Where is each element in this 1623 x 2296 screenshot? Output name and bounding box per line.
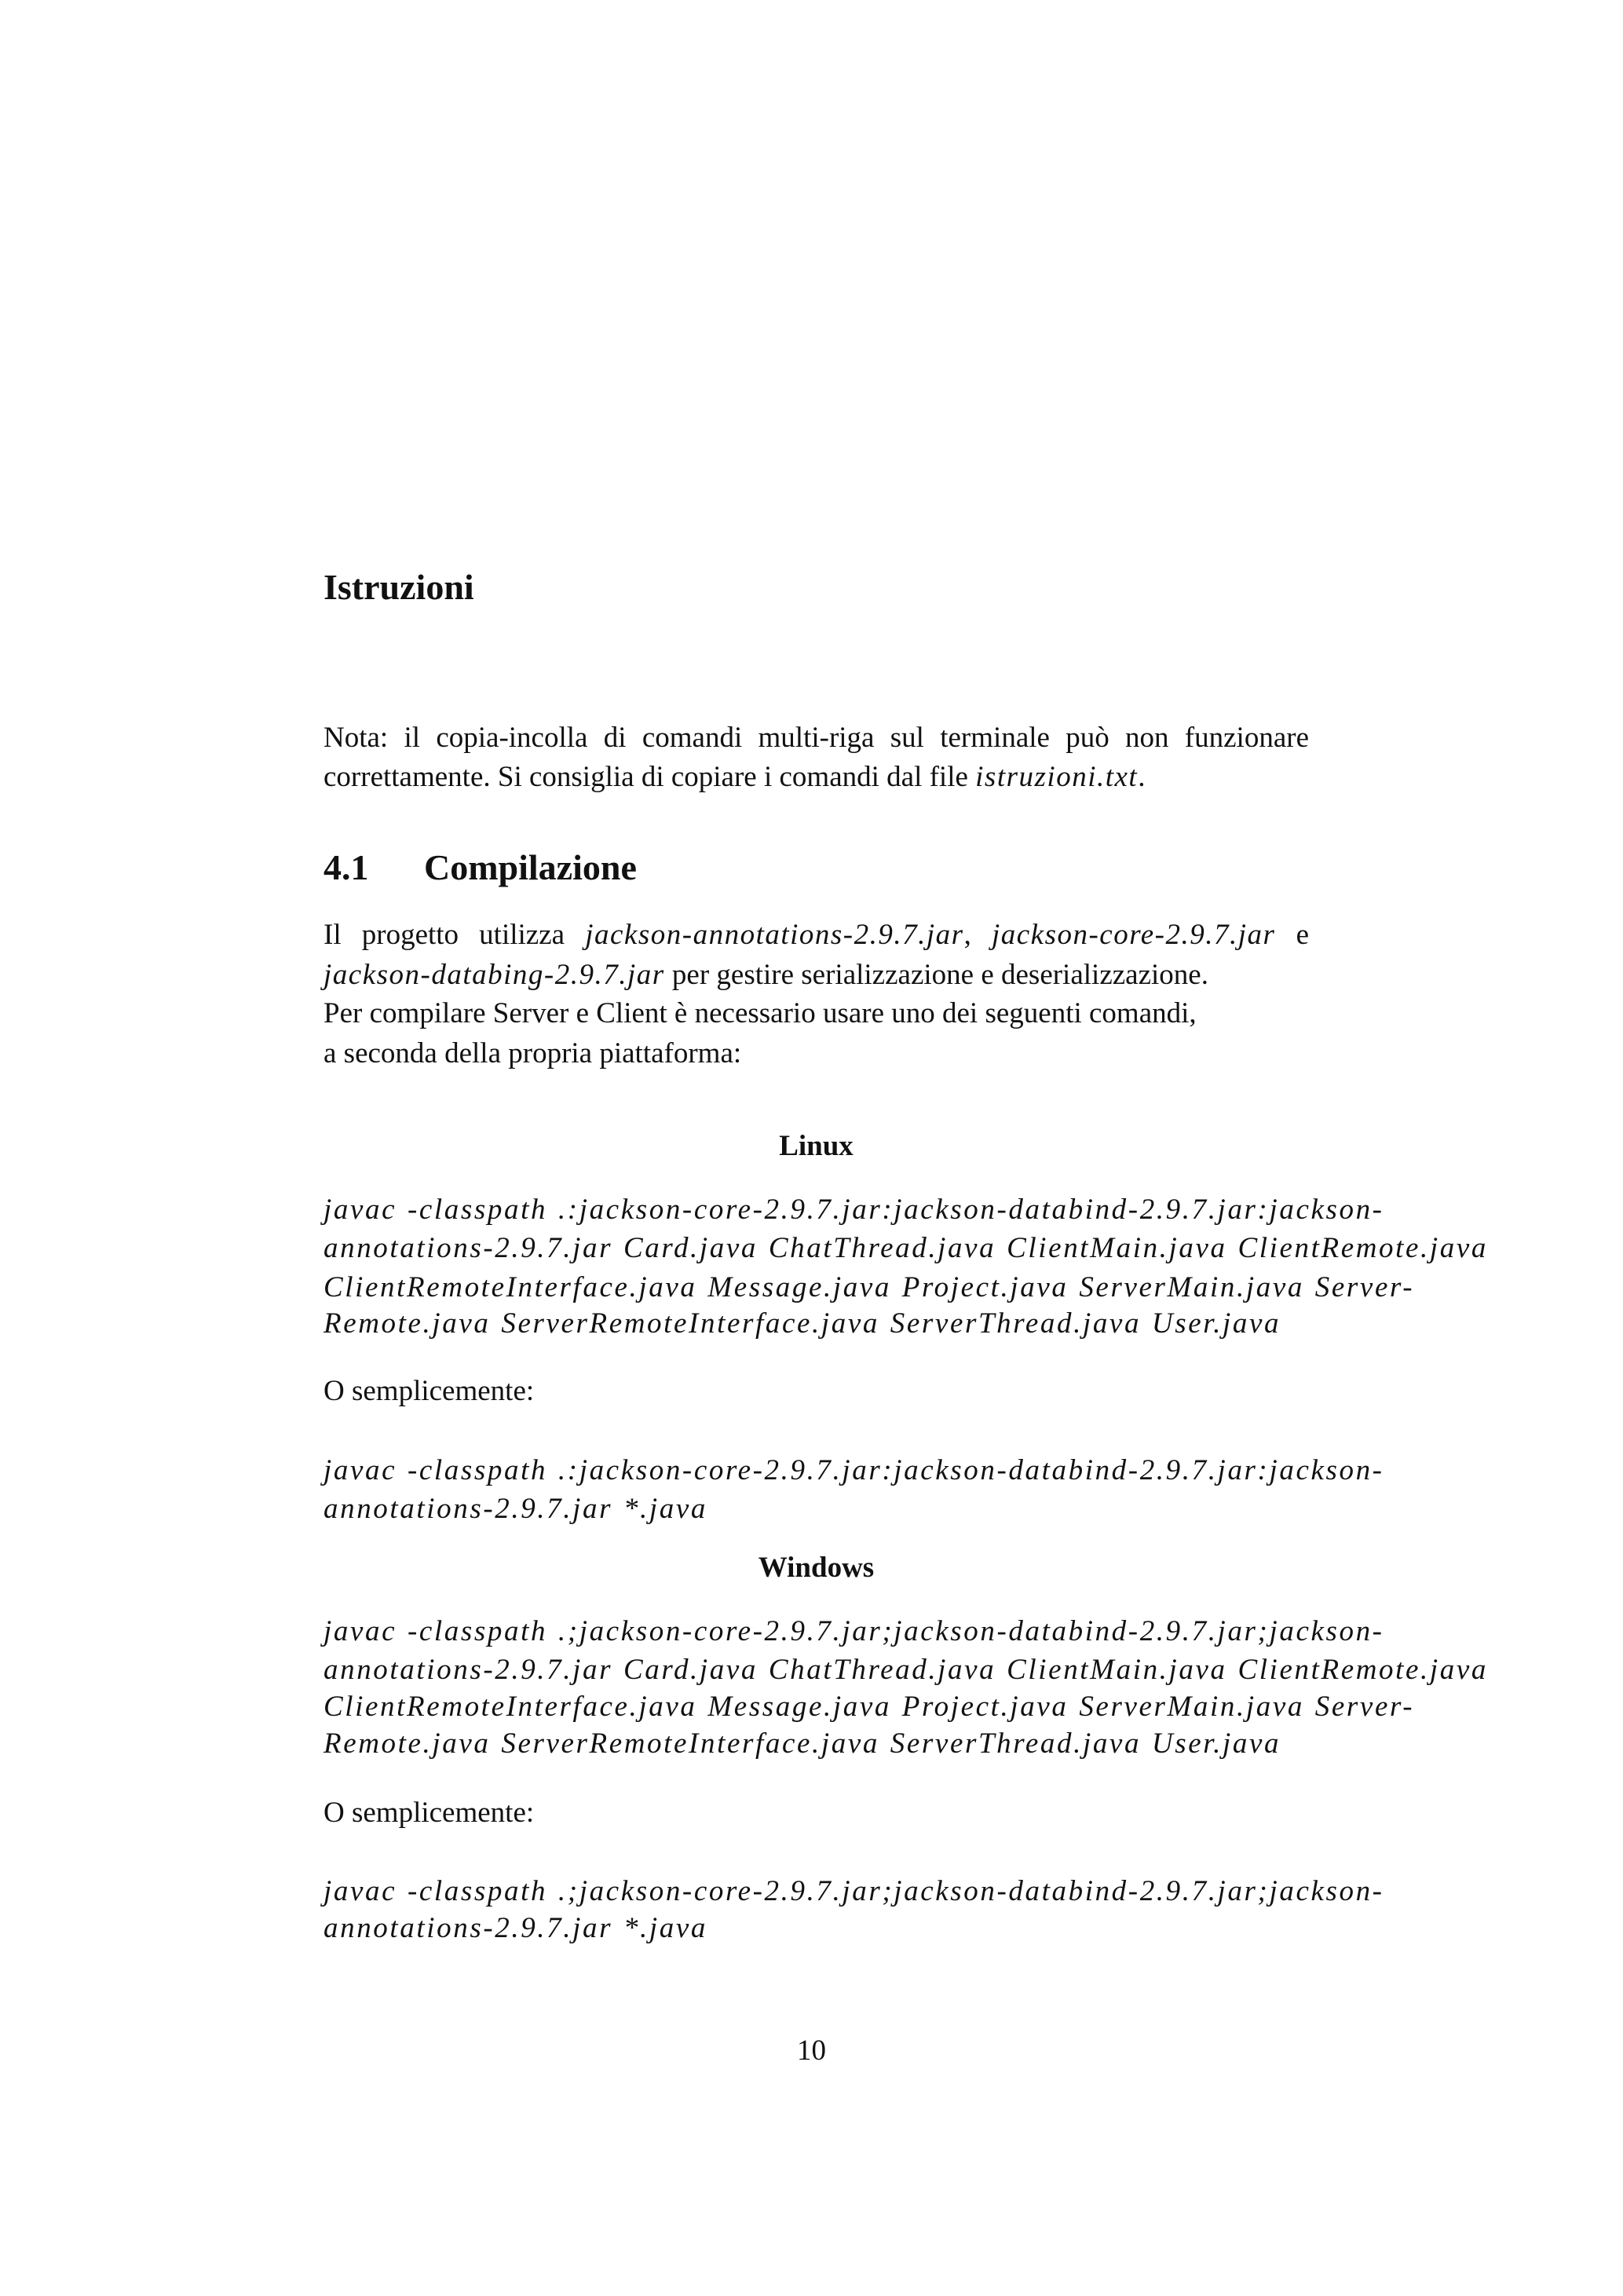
note-text: correttamente. Si consiglia di copiare i comandi dal file: [324, 761, 976, 793]
linux-simple-command-line: javac -classpath .:jackson-core-2.9.7.jar:jackson-databind-2.9.7.jar:jackson-: [324, 1454, 1384, 1486]
windows-command-line: Remote.java ServerRemoteInterface.java ServerThread.java User.java: [324, 1727, 1281, 1760]
note-line-1: Nota: il copia-incolla di comandi multi-riga sul terminale può non funzionare: [324, 722, 1309, 754]
text: ,: [963, 919, 992, 951]
text: per gestire serializzazione e deserializzazione.: [664, 959, 1208, 991]
linux-command-line: annotations-2.9.7.jar Card.java ChatThread.java ClientMain.java ClientRemote.java: [324, 1232, 1489, 1264]
paragraph-line-3: Per compilare Server e Client è necessario usare uno dei seguenti comandi,: [324, 997, 1197, 1029]
note-line-2: [324, 758, 1145, 797]
windows-command-line: javac -classpath .;jackson-core-2.9.7.jar;jackson-databind-2.9.7.jar;jackson-: [324, 1615, 1384, 1647]
jar-name: jackson-annotations-2.9.7.jar: [585, 919, 964, 951]
note-filename: istruzioni.txt: [975, 761, 1139, 793]
text: Il progetto utilizza: [324, 919, 586, 951]
chapter-heading: Istruzioni: [324, 567, 474, 607]
section-number: 4.1: [324, 847, 369, 887]
windows-simple-command-line: annotations-2.9.7.jar *.java: [324, 1912, 707, 1944]
section-heading: [324, 844, 637, 891]
jar-name: jackson-core-2.9.7.jar: [991, 919, 1276, 951]
note-end: .: [1138, 761, 1146, 793]
paragraph-line-2: [324, 956, 1208, 995]
windows-command-line: ClientRemoteInterface.java Message.java Project.java ServerMain.java Server-: [324, 1691, 1415, 1723]
section-title: Compilazione: [424, 847, 637, 887]
windows-simple-command-line: javac -classpath .;jackson-core-2.9.7.jar;jackson-databind-2.9.7.jar;jackson-: [324, 1875, 1384, 1907]
text: e: [1275, 919, 1309, 951]
page-number: 10: [797, 2035, 826, 2067]
linux-command-line: javac -classpath .:jackson-core-2.9.7.jar:jackson-databind-2.9.7.jar:jackson-: [324, 1194, 1384, 1226]
linux-simple-label: O semplicemente:: [324, 1375, 535, 1407]
paragraph-line-4: a seconda della propria piattaforma:: [324, 1037, 742, 1069]
jar-name: jackson-databing-2.9.7.jar: [324, 959, 665, 991]
linux-heading: Linux: [779, 1130, 854, 1162]
paragraph-line-1: [324, 916, 1309, 955]
windows-heading: Windows: [758, 1552, 875, 1584]
linux-simple-command-line: annotations-2.9.7.jar *.java: [324, 1493, 707, 1525]
windows-simple-label: O semplicemente:: [324, 1797, 535, 1829]
windows-command-line: annotations-2.9.7.jar Card.java ChatThread.java ClientMain.java ClientRemote.java: [324, 1654, 1489, 1686]
linux-command-line: Remote.java ServerRemoteInterface.java ServerThread.java User.java: [324, 1307, 1281, 1340]
linux-command-line: ClientRemoteInterface.java Message.java Project.java ServerMain.java Server-: [324, 1271, 1415, 1303]
